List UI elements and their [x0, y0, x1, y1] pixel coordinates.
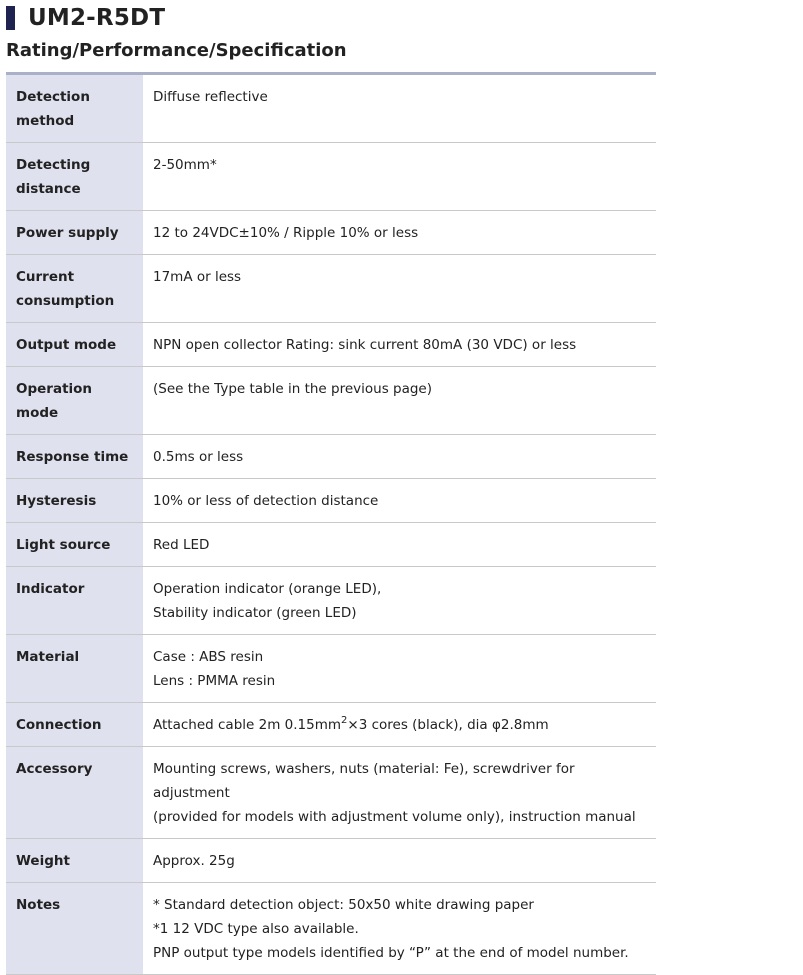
- row-value: [143, 703, 656, 747]
- table-row: [6, 323, 656, 367]
- row-label: Indicator: [6, 567, 143, 635]
- row-value: [143, 479, 656, 523]
- row-value: [143, 255, 656, 323]
- row-value-line: Diffuse reflective: [153, 89, 268, 105]
- row-value-line: * Standard detection object: 50x50 white drawing paper: [153, 897, 534, 913]
- page-heading: [6, 4, 165, 32]
- row-label: Current consumption: [6, 255, 143, 323]
- row-value: [143, 367, 656, 435]
- row-label: Detection method: [6, 75, 143, 143]
- table-row: [6, 839, 656, 883]
- row-value: [143, 75, 656, 143]
- row-value-line: Approx. 25g: [153, 853, 235, 869]
- row-value-line: 10% or less of detection distance: [153, 493, 379, 509]
- row-value: [143, 523, 656, 567]
- row-label: Weight: [6, 839, 143, 883]
- table-row: [6, 703, 656, 747]
- row-label: Notes: [6, 883, 143, 975]
- row-value: [143, 211, 656, 255]
- row-label: Hysteresis: [6, 479, 143, 523]
- row-label: Material: [6, 635, 143, 703]
- row-label: Accessory: [6, 747, 143, 839]
- row-value: [143, 747, 656, 839]
- row-value-line: 17mA or less: [153, 269, 242, 285]
- row-value-line: NPN open collector Rating: sink current 80mA (30 VDC) or less: [153, 337, 577, 353]
- spec-table: [6, 75, 656, 975]
- row-value: [143, 323, 656, 367]
- row-label: Power supply: [6, 211, 143, 255]
- table-row: [6, 567, 656, 635]
- superscript: 2: [341, 714, 348, 726]
- row-value-line: Lens : PMMA resin: [153, 673, 276, 689]
- row-label: Operation mode: [6, 367, 143, 435]
- row-value: [143, 883, 656, 975]
- row-value: [143, 567, 656, 635]
- table-row: [6, 367, 656, 435]
- row-value: [143, 635, 656, 703]
- table-row: [6, 747, 656, 839]
- row-value-line: Operation indicator (orange LED),: [153, 581, 382, 597]
- table-row: [6, 479, 656, 523]
- row-value: [143, 435, 656, 479]
- row-value-line: Stability indicator (green LED): [153, 605, 357, 621]
- table-row: [6, 143, 656, 211]
- table-row: [6, 435, 656, 479]
- row-value-line: Mounting screws, washers, nuts (material: Fe), screwdriver for adjustment: [153, 761, 575, 801]
- table-row: [6, 211, 656, 255]
- page-title: UM2-R5DT: [28, 5, 166, 31]
- table-row: [6, 523, 656, 567]
- row-value-text: ×3 cores (black), dia φ2.8mm: [347, 717, 549, 733]
- table-row: [6, 75, 656, 143]
- row-label: Output mode: [6, 323, 143, 367]
- row-value-line: Red LED: [153, 537, 210, 553]
- row-value: [143, 143, 656, 211]
- row-value-line: 12 to 24VDC±10% / Ripple 10% or less: [153, 225, 419, 241]
- table-row: [6, 255, 656, 323]
- section-subtitle: Rating/Performance/Specification: [6, 40, 347, 61]
- row-value-line: PNP output type models identified by “P” at the end of model number.: [153, 945, 629, 961]
- row-value-line: (See the Type table in the previous page): [153, 381, 433, 397]
- row-label: Detecting distance: [6, 143, 143, 211]
- row-label: Response time: [6, 435, 143, 479]
- row-value-text: Attached cable 2m 0.15mm: [153, 717, 342, 733]
- row-label: Light source: [6, 523, 143, 567]
- row-label: Connection: [6, 703, 143, 747]
- row-value-line: Case : ABS resin: [153, 649, 264, 665]
- table-row: [6, 635, 656, 703]
- row-value-line: *1 12 VDC type also available.: [153, 921, 359, 937]
- title-marker-bar: [6, 6, 15, 30]
- row-value-line: 2-50mm*: [153, 157, 217, 173]
- row-value-line: 0.5ms or less: [153, 449, 244, 465]
- table-row: [6, 883, 656, 975]
- row-value: [143, 839, 656, 883]
- row-value-line: (provided for models with adjustment volume only), instruction manual: [153, 809, 636, 825]
